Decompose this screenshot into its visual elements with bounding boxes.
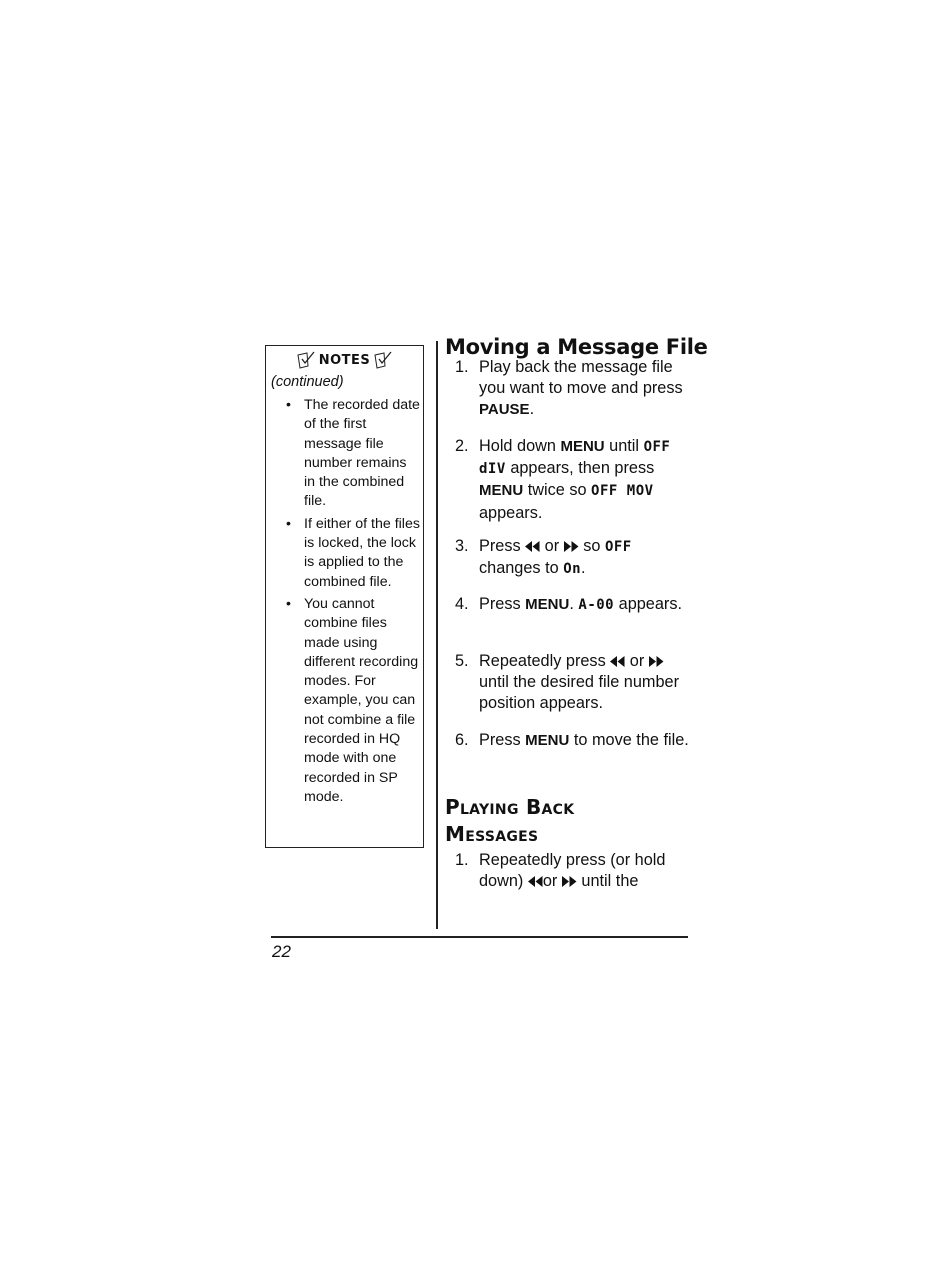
rewind-icon [610, 656, 625, 667]
text: Press [479, 731, 526, 749]
step-text [479, 730, 691, 751]
notes-check-icon [373, 351, 393, 369]
notes-box [265, 345, 424, 848]
text: to move the file. [569, 731, 689, 749]
step-number: 3. [455, 537, 469, 555]
text: twice so [523, 481, 592, 500]
key-label: MENU [479, 482, 524, 500]
section-title-playing-line2: Messages [445, 822, 539, 846]
step-text [479, 436, 691, 524]
playing-step-1 [455, 850, 691, 892]
text: changes to [479, 559, 564, 578]
fast-forward-icon [564, 541, 579, 552]
key-label: MENU [525, 596, 570, 613]
notes-subheading: (continued) [271, 374, 344, 390]
note-text: The recorded date of the first message file number remains in the combined file. [304, 397, 420, 510]
bullet: • [286, 397, 291, 413]
text: Repeatedly press (or hold down) [479, 851, 666, 891]
step-text [479, 850, 691, 892]
key-label: PAUSE [479, 401, 530, 419]
notes-check-icon [296, 351, 316, 369]
text: until the [576, 872, 639, 891]
step-3 [455, 536, 691, 580]
display-text: OFF MOV [591, 483, 654, 500]
text: . [581, 559, 586, 578]
bullet: • [286, 515, 291, 532]
step-number: 2. [455, 437, 469, 455]
key-label: MENU [525, 732, 570, 749]
notes-heading-text: NOTES [318, 352, 371, 368]
step-text [479, 594, 691, 616]
step-2 [455, 436, 691, 524]
footer-rule [271, 936, 688, 938]
notes-list [286, 396, 420, 810]
text: Press [479, 537, 526, 555]
section-title-moving: Moving a Message File [445, 335, 708, 359]
list-item [286, 515, 420, 592]
note-text: If either of the files is locked, the lock is applied to the combined file. [304, 515, 420, 590]
step-number: 4. [455, 595, 469, 613]
text: until the desired file number position appears. [479, 673, 680, 713]
notes-heading [266, 351, 423, 369]
step-number: 1. [455, 358, 469, 376]
display-text: On [563, 561, 582, 578]
text: appears. [614, 595, 682, 613]
display-text: A-00 [578, 597, 615, 613]
fast-forward-icon [562, 876, 577, 887]
text: Repeatedly press [479, 652, 611, 670]
text: Play back the message file you want to move and press [479, 358, 683, 398]
section-title-playing-line1: Playing Back [445, 795, 575, 819]
text: . [529, 400, 535, 419]
step-text [479, 357, 691, 421]
bullet: • [286, 595, 291, 612]
text: until [604, 437, 644, 455]
step-text [479, 536, 691, 580]
fast-forward-icon [649, 656, 664, 667]
text: Press [479, 595, 526, 613]
step-6 [455, 730, 691, 751]
text: Hold down [479, 437, 561, 455]
text: appears, then press [505, 459, 655, 478]
step-4 [455, 594, 691, 616]
step-text [479, 651, 691, 715]
column-divider [436, 341, 438, 929]
note-text: You cannot combine files made using different recording modes. For example, you can not combine a file recorded in HQ mode with one recorded in SP mode. [304, 595, 419, 805]
list-item [286, 396, 420, 512]
page-number: 22 [272, 942, 291, 961]
text: or [540, 537, 564, 555]
text: or [542, 872, 562, 891]
step-number: 1. [455, 851, 469, 869]
text: or [625, 652, 649, 670]
key-label: MENU [560, 438, 605, 455]
text: appears. [479, 503, 543, 522]
step-number: 6. [455, 731, 469, 749]
step-number: 5. [455, 652, 469, 670]
step-1 [455, 357, 691, 421]
display-text: OFF [604, 539, 632, 555]
step-5 [455, 651, 691, 715]
text: so [578, 537, 605, 555]
list-item [286, 595, 420, 807]
rewind-icon [525, 541, 540, 552]
rewind-icon [528, 876, 543, 887]
display-text: OFF dIV [479, 439, 671, 478]
text: . [569, 595, 579, 613]
